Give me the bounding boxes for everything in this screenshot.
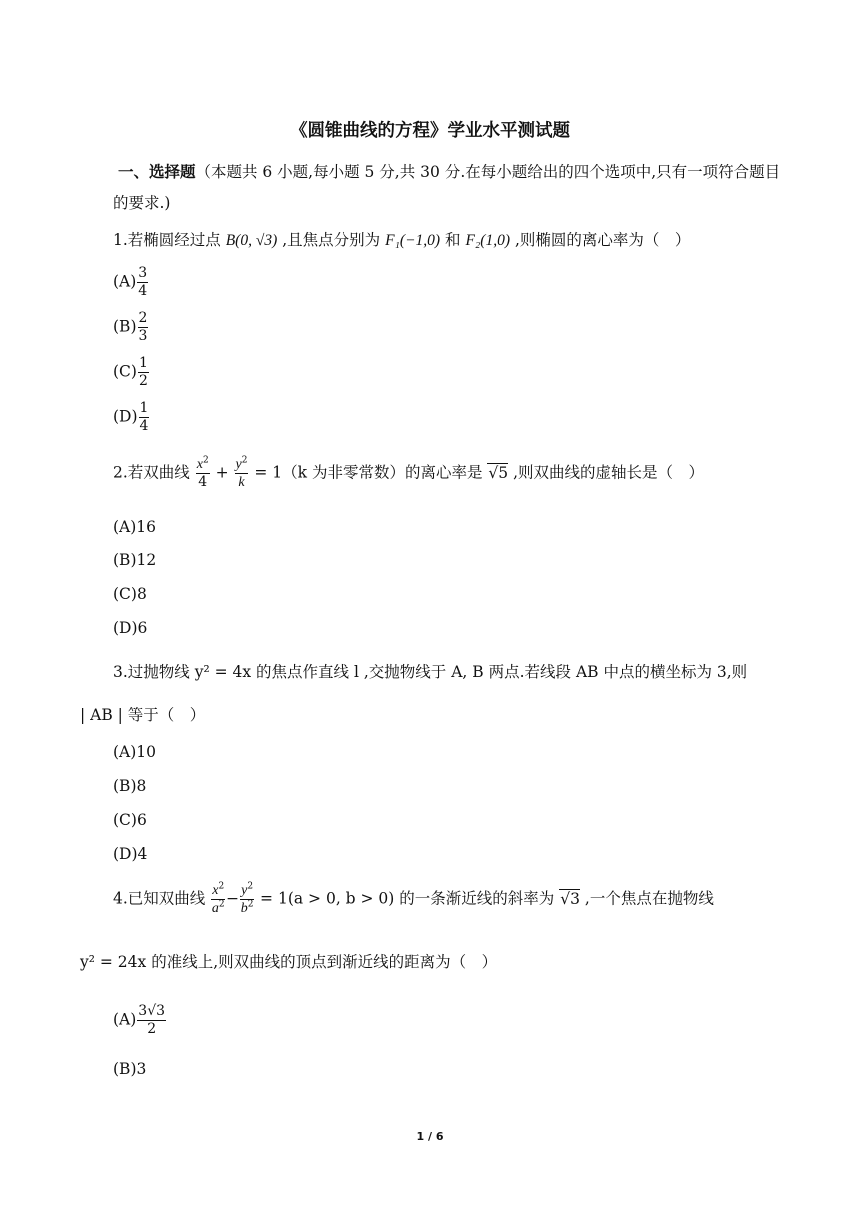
q1-option-a: [113, 265, 149, 300]
q4-fraction-x: $\frac{x^2}{a^2}$: [211, 881, 225, 916]
q4-option-a: [113, 1003, 167, 1038]
q1-and: 和: [440, 231, 466, 249]
q2-fraction-x: $\frac{x^2}{4}$: [196, 455, 209, 490]
q1-point: B(0, √3): [225, 232, 278, 249]
q4-text: 4.已知双曲线: [113, 889, 211, 908]
q2-fraction-y: $\frac{y^2}{k}$: [235, 455, 248, 490]
q2-option-a: (A)16: [113, 518, 157, 536]
q2-eq-tail: = 1: [249, 463, 283, 482]
option-fraction: $\frac{1}{4}$: [139, 400, 149, 434]
question-2: 2.若双曲线 $\frac{x^2}{4}$ + $\frac{y^2}{k}$ = 1（k 为非零常数）的离心率是 √5 ,则双曲线的虚轴长是（ ）: [113, 455, 705, 490]
q3-option-c: (C)6: [113, 811, 147, 829]
q2-text-end: ,则双曲线的虚轴长是（ ）: [508, 463, 705, 482]
q2-option-c: (C)8: [113, 585, 147, 603]
option-label: (A): [113, 1010, 137, 1029]
question-4-line-2: y² = 24x 的准线上,则双曲线的顶点到渐近线的距离为（ ）: [80, 953, 498, 971]
q1-focus-2: F₂(1,0): [465, 232, 511, 249]
q4-condition: = 1(a > 0, b > 0): [255, 889, 395, 908]
section-note: （本题共 6 小题,每小题 5 分,共 30 分.在每小题给出的四个选项中,只有一项符合题目的要求.): [113, 163, 781, 212]
q3-option-b: (B)8: [113, 777, 147, 795]
q1-focus-1: F₁(−1,0): [385, 232, 441, 249]
option-label: (D): [113, 407, 138, 426]
q2-eccentricity: √5: [488, 463, 509, 482]
section-header: [113, 157, 783, 219]
q3-option-d: (D)4: [113, 845, 148, 863]
option-label: (C): [113, 362, 137, 381]
question-3-line-2: | AB | 等于（ ）: [80, 706, 206, 724]
option-label: (A): [113, 272, 137, 291]
page-title: 《圆锥曲线的方程》学业水平测试题: [290, 121, 570, 141]
question-4: 4.已知双曲线 $\frac{x^2}{a^2}$ − $\frac{y^2}{b^2}$ = 1(a > 0, b > 0) 的一条渐近线的斜率为 √3 ,一个焦点在抛物线: [113, 881, 714, 916]
option-fraction: $\frac{2}{3}$: [138, 310, 148, 344]
q4-slope: √3: [560, 889, 580, 908]
question-3-line-1: 3.过抛物线 y² = 4x 的焦点作直线 l ,交抛物线于 A, B 两点.若线段 AB 中点的横坐标为 3,则: [113, 663, 748, 681]
q1-text: 1.若椭圆经过点: [113, 231, 226, 249]
q1-text-mid: ,且焦点分别为: [277, 231, 386, 249]
question-1: [113, 228, 690, 250]
q1-option-b: [113, 310, 149, 345]
option-label: (B): [113, 317, 137, 336]
page-number: 1 / 6: [416, 1130, 444, 1143]
q1-option-d: [113, 400, 150, 435]
q4-text-end: ,一个焦点在抛物线: [579, 889, 714, 908]
option-fraction: $\frac{1}{2}$: [138, 355, 148, 389]
q4-fraction-y: $\frac{y^2}{b^2}$: [240, 881, 254, 916]
q4-text-mid: 的一条渐近线的斜率为: [394, 889, 560, 908]
option-fraction: $\frac{3√3}{2}$: [138, 1003, 166, 1037]
option-fraction: $\frac{3}{4}$: [138, 265, 148, 299]
q4-option-b: (B)3: [113, 1060, 147, 1078]
q2-option-d: (D)6: [113, 619, 148, 637]
q2-option-b: (B)12: [113, 551, 157, 569]
section-label: 一、选择题: [117, 163, 196, 181]
q3-option-a: (A)10: [113, 743, 157, 761]
q2-note: （k 为非零常数）的离心率是: [282, 463, 488, 482]
q2-text: 2.若双曲线: [113, 463, 195, 482]
q1-option-c: [113, 355, 150, 390]
q1-text-end: ,则椭圆的离心率为（ ）: [510, 231, 691, 249]
